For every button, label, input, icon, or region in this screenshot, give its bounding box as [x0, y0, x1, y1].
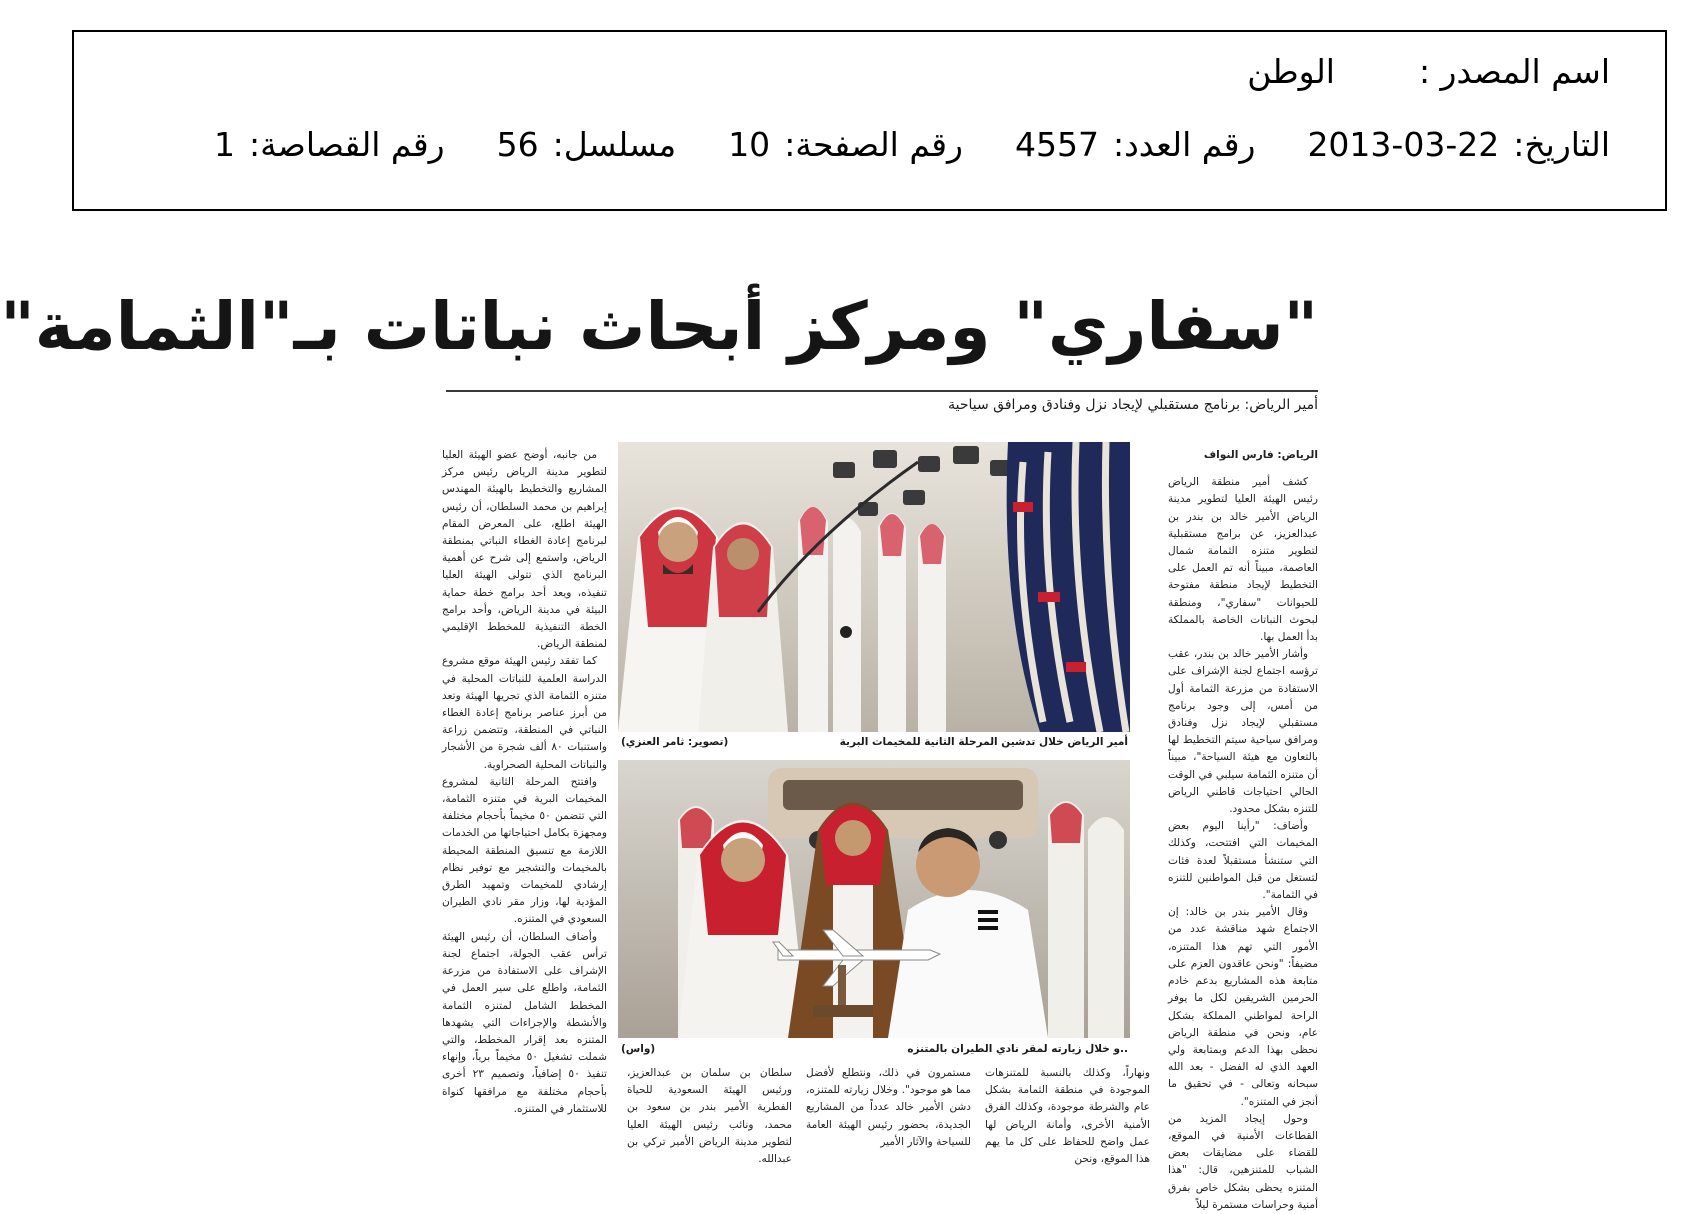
photo-aviation-club	[618, 760, 1130, 1038]
source-value: الوطن	[1247, 52, 1335, 91]
serial-label: مسلسل:	[552, 125, 677, 164]
paragraph: وأضاف السلطان، أن رئيس الهيئة ترأس عقب الجولة، اجتماع لجنة الإشراف على الاستفادة من مزرعة الثمامة، واطلع على سير العمل في المخطط الشامل لمتنزه الثمامة والأنشطة والإجراءات التي يشهدها المتنزه بعد إقرار المخطط، والتي شملت تشغيل ٥٠ مخيماً برياً، وإنهاء تنفيذ ٥٠ إضافياً، وتصميم ٢٣ أخرى بأحجام مختلفة مع مرافقها كنواة للاستثمار في المتنزه.	[442, 930, 608, 1115]
photo-credit: (واس)	[621, 1043, 656, 1055]
paragraph: من جانبه، أوضح عضو الهيئة العليا لتطوير مدينة الرياض رئيس مركز المشاريع والتخطيط بالهيئة المهندس إبراهيم بن محمد السلطان، أن رئيس الهيئة اطلع، على المعرض المقام لبرنامج إعادة الغطاء النباتي بمنطقة الرياض، واستمع إلى شرح عن أهمية البرنامج الذي تتولى الهيئة العليا تنفيذه، ويعد أحد برامج خطة حماية البيئة في مدينة الرياض، وأحد برامج الخطة التنفيذية للمخطط الإقليمي لمنطقة الرياض.	[442, 449, 607, 651]
headline-divider	[446, 390, 1318, 392]
paragraph: وأضاف: "رأينا اليوم بعض المخيمات التي افتتحت، وكذلك التي ستنشأ مستقبلاً لعدة فئات لتستغل من قبل المواطنين للتنزه في الثمامة".	[1168, 820, 1318, 902]
issue-info-row	[162, 125, 1610, 164]
page-field	[728, 125, 963, 164]
serial-value: 56	[496, 125, 539, 164]
page-label: رقم الصفحة:	[784, 125, 963, 164]
issue-value: 4557	[1015, 125, 1099, 164]
photo-inauguration	[618, 442, 1130, 732]
date-label: التاريخ:	[1513, 125, 1610, 164]
paragraph: كشف أمير منطقة الرياض رئيس الهيئة العليا لتطوير مدينة الرياض الأمير خالد بن بندر بن عبدالعزيز، عن برامج مستقبلية لتطوير متنزه الثمامة شمال العاصمة، مبيناً أنه تم العمل على التخطيط لإيجاد منطقة مفتوحة للحيوانات "سفاري"، ومنطقة لبحوث النباتات الخاصة بالمملكة بدأ العمل بها.	[1168, 476, 1318, 644]
issue-label: رقم العدد:	[1112, 125, 1256, 164]
paragraph: وحول إيجاد المزيد من القطاعات الأمنية في الموقع، للقضاء على مضايقات بعض الشباب للمتنزهين، قال: "هذا المتنزه يحظى بشكل خاص بفرق أمنية وحراسات مستمرة ليلاً	[1168, 1112, 1318, 1211]
source-row	[1247, 52, 1610, 91]
photo-caption: ..و خلال زيارته لمقر نادي الطيران بالمتنزه	[907, 1043, 1128, 1055]
article-byline: الرياض: فارس النواف	[1203, 449, 1318, 461]
issue-field	[1015, 125, 1255, 164]
serial-field	[497, 125, 677, 164]
paragraph: وافتتح المرحلة الثانية لمشروع المخيمات البرية في متنزه الثمامة، التي تتضمن ٥٠ مخيماً بأحجام مختلفة ومجهزة بكامل احتياجاتها من الخدمات اللازمة مع تنسيق المنطقة المحيطة بالمخيمات والتشجير مع توفير نظام إرشادي للمخيمات وتمهيد الطرق المؤدية لها، وزار مقر نادي الطيران السعودي في المتنزه.	[442, 775, 607, 926]
bottom-column: ونهاراً، وكذلك بالنسبة للمتنزهات الموجودة في منطقة الثمامة بشكل عام والشرطة موجودة، وكذلك الفرق الأمنية الأخرى، وأمانة الرياض لها عمل واضح للحفاظ على كل ما يهم هذا الموقع، ونحن	[985, 1067, 1150, 1166]
photo-credit: (تصوير: ثامر العنزي)	[621, 736, 729, 748]
paragraph: وقال الأمير بندر بن خالد: إن الاجتماع شهد مناقشة عدد من الأمور التي تهم هذا المتنزه، مضيفاً: "ونحن عاقدون العزم على متابعة هذه المشاريع بدعم خادم الحرمين الشريفين لكل ما يوفر الراحة لمواطني المملكة بشكل عام، ونحن في منطقة الرياض نحظى بهذا الدعم وبمتابعة ولي العهد الذي له الفضل - بعد الله سبحانه وتعالى - في تحقيق ما أنجز في المتنزه".	[1168, 906, 1318, 1108]
bottom-column: مستمرون في ذلك، ونتطلع لأفضل مما هو موجود". وخلال زيارته للمتنزه، دشن الأمير خالد عدداً من المشاريع الجديدة، بحضور رئيس الهيئة العامة للسياحة والآثار الأمير	[806, 1067, 971, 1148]
date-value: 2013-03-22	[1307, 125, 1500, 164]
clip-value: 1	[214, 125, 235, 164]
clip-label: رقم القصاصة:	[249, 125, 445, 164]
article-column-right	[1168, 447, 1318, 1211]
source-field	[1247, 52, 1610, 91]
clip-field	[214, 125, 445, 164]
paragraph: وأشار الأمير خالد بن بندر، عقب ترؤسه اجتماع لجنة الإشراف على الاستفادة من مزرعة الثمامة أول من أمس، إلى وجود برنامج مستقبلي لإيجاد نزل وفنادق ومرافق سياحية سيتم التخطيط لها بالتعاون مع هيئة السياحة"، مبيناً أن متنزه الثمامة سيلبي في الوقت الحالي احتياجات قاطني الرياض للتنزه بشكل محدود.	[1168, 648, 1318, 816]
article-headline: "سفاري" ومركز أبحاث نباتات بـ"الثمامة"	[0, 288, 1318, 365]
paragraph: كما تفقد رئيس الهيئة موقع مشروع الدراسة العلمية للنباتات المحلية في متنزه الثمامة الذي تجريها الهيئة وتعد من أبرز عناصر برنامج إعادة الغطاء النباتي في المنطقة، وتتضمن زراعة واستنبات ٨٠ ألف شجرة من الأشجار والنباتات المحلية الصحراوية.	[442, 655, 607, 771]
photo-caption: أمير الرياض خلال تدشين المرحلة الثانية للمخيمات البرية	[839, 736, 1128, 748]
bottom-column: سلطان بن سلمان بن عبدالعزيز، ورئيس الهيئة السعودية للحياة الفطرية الأمير بندر بن سعود بن محمد، ونائب رئيس الهيئة العليا لتطوير مدينة الرياض الأمير تركي بن عبدالله.	[627, 1067, 792, 1166]
date-field	[1307, 125, 1610, 164]
source-info-box	[72, 30, 1667, 211]
article-column-left	[442, 447, 608, 1115]
article-subheadline: أمير الرياض: برنامج مستقبلي لإيجاد نزل وفنادق ومرافق سياحية	[948, 397, 1318, 413]
article-bottom-columns	[609, 1065, 1150, 1193]
page-value: 10	[728, 125, 771, 164]
source-label: اسم المصدر :	[1418, 52, 1610, 91]
